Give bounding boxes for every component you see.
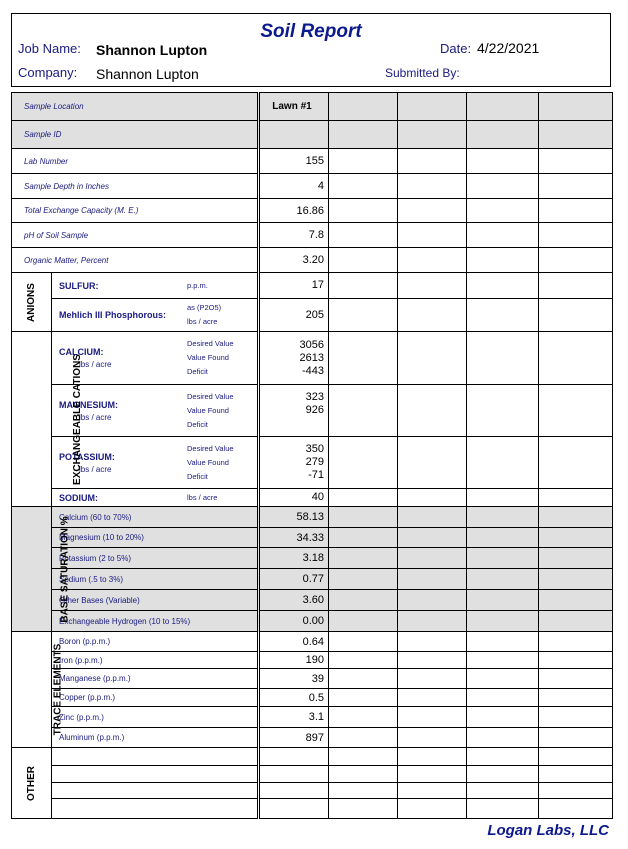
measure-label: Desired Value xyxy=(187,339,234,348)
nutrient-measure-labels xyxy=(187,390,234,432)
table-row xyxy=(12,728,613,748)
empty-sample-cell xyxy=(398,507,467,528)
nutrient-name-text: SULFUR: xyxy=(59,280,99,291)
empty-sample-cell xyxy=(539,548,613,569)
empty-sample-cell xyxy=(539,199,613,223)
row-label: Other Bases (Variable) xyxy=(52,590,259,611)
empty-sample-cell xyxy=(398,299,467,332)
empty-sample-cell xyxy=(467,548,539,569)
row-value xyxy=(259,299,329,332)
measure-label: Value Found xyxy=(187,405,229,415)
empty-sample-cell xyxy=(329,783,398,799)
empty-sample-cell xyxy=(329,669,398,689)
empty-sample-cell xyxy=(467,632,539,652)
row-label xyxy=(52,799,259,819)
empty-sample-cell xyxy=(398,766,467,783)
row-label xyxy=(52,299,259,332)
row-value: 7.8 xyxy=(259,223,329,248)
row-value: 16.86 xyxy=(259,199,329,223)
table-row xyxy=(12,590,613,611)
row-label: Manganese (p.p.m.) xyxy=(52,669,259,689)
empty-sample-cell xyxy=(329,748,398,766)
table-row xyxy=(12,437,613,489)
empty-sample-cell xyxy=(467,121,539,149)
empty-sample-cell xyxy=(329,707,398,728)
empty-sample-cell xyxy=(398,385,467,437)
table-row xyxy=(12,93,613,121)
soil-report-table xyxy=(11,92,613,819)
empty-sample-cell xyxy=(467,199,539,223)
row-label: Sample ID xyxy=(12,121,259,149)
row-value: 34.33 xyxy=(259,528,329,548)
nutrient-measure-labels xyxy=(187,491,217,505)
value-line: 40 xyxy=(311,491,324,503)
row-label: Magnesium (10 to 20%) xyxy=(52,528,259,548)
row-value: 0.00 xyxy=(259,611,329,632)
empty-sample-cell xyxy=(329,652,398,669)
empty-sample-cell xyxy=(467,707,539,728)
empty-sample-cell xyxy=(539,799,613,819)
empty-sample-cell xyxy=(398,174,467,199)
value-lines xyxy=(260,391,324,430)
empty-sample-cell xyxy=(539,783,613,799)
empty-sample-cell xyxy=(539,437,613,489)
row-value xyxy=(259,385,329,437)
table-row xyxy=(12,766,613,783)
row-value xyxy=(259,489,329,507)
empty-sample-cell xyxy=(329,149,398,174)
nutrient-units: lbs / acre xyxy=(79,360,112,369)
empty-sample-cell xyxy=(398,652,467,669)
nutrient-name-text: SODIUM: xyxy=(59,492,98,503)
row-label: Calcium (60 to 70%) xyxy=(52,507,259,528)
table-row xyxy=(12,273,613,299)
nutrient-units: lbs / acre xyxy=(79,412,112,422)
nutrient-name-text: CALCIUM: xyxy=(59,347,104,357)
empty-sample-cell xyxy=(467,783,539,799)
table-row xyxy=(12,528,613,548)
table-row xyxy=(12,121,613,149)
row-label: Copper (p.p.m.) xyxy=(52,689,259,707)
table-row xyxy=(12,385,613,437)
empty-sample-cell xyxy=(467,652,539,669)
empty-sample-cell xyxy=(329,590,398,611)
nutrient-measure-labels xyxy=(187,442,234,484)
empty-sample-cell xyxy=(398,121,467,149)
row-value: 3.20 xyxy=(259,248,329,273)
row-label: Iron (p.p.m.) xyxy=(52,652,259,669)
section-title-base-saturation- xyxy=(12,507,71,632)
nutrient-label xyxy=(52,301,257,329)
empty-sample-cell xyxy=(539,689,613,707)
empty-sample-cell xyxy=(539,248,613,273)
empty-sample-cell xyxy=(539,273,613,299)
empty-sample-cell xyxy=(329,489,398,507)
section-title-text: EXCHANGEABLE CATIONS xyxy=(71,353,83,485)
empty-sample-cell xyxy=(467,611,539,632)
empty-sample-cell xyxy=(398,689,467,707)
empty-sample-cell xyxy=(398,590,467,611)
job-name-label: Job Name: xyxy=(18,41,81,56)
row-label: Sample Location xyxy=(12,93,259,121)
value-line: 323 xyxy=(305,391,324,403)
empty-sample-cell xyxy=(329,121,398,149)
empty-sample-cell xyxy=(398,569,467,590)
row-value: 0.77 xyxy=(259,569,329,590)
table-row xyxy=(12,783,613,799)
value-line: 205 xyxy=(305,308,324,321)
table-row xyxy=(12,548,613,569)
row-label: Organic Matter, Percent xyxy=(12,248,259,273)
empty-sample-cell xyxy=(329,299,398,332)
empty-sample-cell xyxy=(467,273,539,299)
empty-sample-cell xyxy=(329,223,398,248)
empty-sample-cell xyxy=(539,223,613,248)
empty-sample-cell xyxy=(329,174,398,199)
table-row xyxy=(12,149,613,174)
empty-sample-cell xyxy=(539,528,613,548)
value-line: -443 xyxy=(301,364,324,377)
empty-sample-cell xyxy=(329,437,398,489)
empty-sample-cell xyxy=(329,528,398,548)
empty-sample-cell xyxy=(467,149,539,174)
row-label xyxy=(52,748,259,766)
empty-sample-cell xyxy=(398,783,467,799)
empty-sample-cell xyxy=(398,728,467,748)
row-label: Total Exchange Capacity (M. E.) xyxy=(12,199,259,223)
empty-sample-cell xyxy=(398,332,467,385)
row-value: 3.1 xyxy=(259,707,329,728)
measure-label: Deficit xyxy=(187,471,208,481)
table-row xyxy=(12,748,613,766)
empty-sample-cell xyxy=(398,437,467,489)
row-label: Potassium (2 to 5%) xyxy=(52,548,259,569)
row-value xyxy=(259,121,329,149)
table-row xyxy=(12,632,613,652)
empty-sample-cell xyxy=(467,728,539,748)
row-label xyxy=(52,783,259,799)
date-value: 4/22/2021 xyxy=(477,40,540,56)
row-value xyxy=(259,332,329,385)
nutrient-name xyxy=(52,493,187,503)
measure-label: Deficit xyxy=(187,419,208,429)
section-title-trace-elements xyxy=(12,632,64,748)
row-value: 0.64 xyxy=(259,632,329,652)
row-value xyxy=(259,748,329,766)
table-row xyxy=(12,223,613,248)
empty-sample-cell xyxy=(398,748,467,766)
empty-sample-cell xyxy=(467,569,539,590)
nutrient-measure-labels xyxy=(187,301,221,329)
measure-label: lbs / acre xyxy=(187,492,218,502)
row-value: 3.60 xyxy=(259,590,329,611)
row-value: 0.5 xyxy=(259,689,329,707)
empty-sample-cell xyxy=(398,669,467,689)
measure-label: lbs / acre xyxy=(187,317,218,326)
table-row xyxy=(12,174,613,199)
empty-sample-cell xyxy=(329,273,398,299)
row-label: Sample Depth in Inches xyxy=(12,174,259,199)
table-row xyxy=(12,707,613,728)
empty-sample-cell xyxy=(467,507,539,528)
empty-sample-cell xyxy=(329,385,398,437)
value-line: 926 xyxy=(305,404,324,416)
report-title: Soil Report xyxy=(260,21,362,42)
nutrient-name-text: Mehlich III Phosphorous: xyxy=(59,310,167,320)
nutrient-measure-labels xyxy=(187,279,208,293)
empty-sample-cell xyxy=(329,248,398,273)
empty-sample-cell xyxy=(398,707,467,728)
empty-sample-cell xyxy=(398,489,467,507)
empty-sample-cell xyxy=(329,93,398,121)
empty-sample-cell xyxy=(539,766,613,783)
empty-sample-cell xyxy=(539,385,613,437)
empty-sample-cell xyxy=(329,199,398,223)
value-line xyxy=(260,417,324,430)
empty-sample-cell xyxy=(467,748,539,766)
empty-sample-cell xyxy=(398,632,467,652)
row-label xyxy=(52,766,259,783)
table-row xyxy=(12,332,613,385)
submitted-by-label: Submitted By: xyxy=(385,66,460,80)
empty-sample-cell xyxy=(398,528,467,548)
section-title-text: BASE SATURATION % xyxy=(59,515,71,623)
measure-label: Desired Value xyxy=(187,443,234,453)
empty-sample-cell xyxy=(539,748,613,766)
row-value xyxy=(259,437,329,489)
row-value: 190 xyxy=(259,652,329,669)
empty-sample-cell xyxy=(539,121,613,149)
nutrient-label xyxy=(52,491,257,505)
value-line: 2613 xyxy=(299,351,324,364)
row-label: Lab Number xyxy=(12,149,259,174)
row-label: pH of Soil Sample xyxy=(12,223,259,248)
empty-sample-cell xyxy=(329,799,398,819)
empty-sample-cell xyxy=(539,611,613,632)
value-line: 279 xyxy=(305,456,324,468)
lab-name: Logan Labs, LLC xyxy=(487,822,609,839)
row-value xyxy=(259,799,329,819)
empty-sample-cell xyxy=(467,590,539,611)
row-value: 39 xyxy=(259,669,329,689)
row-label: Exchangeable Hydrogen (10 to 15%) xyxy=(52,611,259,632)
value-line: 350 xyxy=(305,443,324,455)
section-title-text: OTHER xyxy=(26,765,37,801)
empty-sample-cell xyxy=(329,728,398,748)
table-row xyxy=(12,689,613,707)
empty-sample-cell xyxy=(329,569,398,590)
row-value xyxy=(259,273,329,299)
job-name-value: Shannon Lupton xyxy=(96,42,208,58)
report-header xyxy=(11,13,611,87)
row-value: 3.18 xyxy=(259,548,329,569)
nutrient-name-text: MAGNESIUM: xyxy=(59,399,118,410)
value-line: 17 xyxy=(311,279,324,291)
nutrient-name xyxy=(52,281,187,291)
company-label: Company: xyxy=(18,65,78,80)
date-label: Date: xyxy=(440,41,472,56)
value-lines xyxy=(260,443,324,482)
value-lines xyxy=(260,309,324,322)
empty-sample-cell xyxy=(329,632,398,652)
company-value: Shannon Lupton xyxy=(96,66,199,82)
empty-sample-cell xyxy=(467,174,539,199)
empty-sample-cell xyxy=(539,489,613,507)
empty-sample-cell xyxy=(467,248,539,273)
empty-sample-cell xyxy=(539,174,613,199)
empty-sample-cell xyxy=(539,149,613,174)
empty-sample-cell xyxy=(539,332,613,385)
row-value: 897 xyxy=(259,728,329,748)
empty-sample-cell xyxy=(398,149,467,174)
row-value: 155 xyxy=(259,149,329,174)
section-title-other xyxy=(12,748,52,819)
empty-sample-cell xyxy=(539,707,613,728)
empty-sample-cell xyxy=(398,199,467,223)
empty-sample-cell xyxy=(539,728,613,748)
empty-sample-cell xyxy=(539,93,613,121)
measure-label: as (P2O5) xyxy=(187,303,222,312)
nutrient-units: lbs / acre xyxy=(79,464,112,474)
empty-sample-cell xyxy=(539,632,613,652)
empty-sample-cell xyxy=(467,799,539,819)
empty-sample-cell xyxy=(539,569,613,590)
empty-sample-cell xyxy=(398,548,467,569)
value-line: 3056 xyxy=(299,338,324,351)
row-label: Zinc (p.p.m.) xyxy=(52,707,259,728)
empty-sample-cell xyxy=(398,93,467,121)
table-row xyxy=(12,611,613,632)
row-label: Aluminum (p.p.m.) xyxy=(52,728,259,748)
empty-sample-cell xyxy=(467,437,539,489)
empty-sample-cell xyxy=(539,299,613,332)
empty-sample-cell xyxy=(329,689,398,707)
empty-sample-cell xyxy=(467,332,539,385)
empty-sample-cell xyxy=(467,689,539,707)
empty-sample-cell xyxy=(329,507,398,528)
row-value: 58.13 xyxy=(259,507,329,528)
row-value xyxy=(259,783,329,799)
empty-sample-cell xyxy=(539,652,613,669)
measure-label: Value Found xyxy=(187,457,229,467)
row-value: Lawn #1 xyxy=(259,93,329,121)
empty-sample-cell xyxy=(398,248,467,273)
empty-sample-cell xyxy=(467,385,539,437)
row-label xyxy=(52,273,259,299)
empty-sample-cell xyxy=(329,332,398,385)
table-row xyxy=(12,569,613,590)
nutrient-measure-labels xyxy=(187,337,234,379)
empty-sample-cell xyxy=(539,507,613,528)
table-row xyxy=(12,489,613,507)
empty-sample-cell xyxy=(467,93,539,121)
table-row xyxy=(12,669,613,689)
value-lines xyxy=(260,491,324,504)
value-line: -71 xyxy=(308,469,324,481)
row-value: 4 xyxy=(259,174,329,199)
section-title-anions xyxy=(12,273,52,332)
table-row xyxy=(12,652,613,669)
measure-label: Value Found xyxy=(187,353,229,362)
table-row xyxy=(12,248,613,273)
section-title-text: TRACE ELEMENTS xyxy=(52,643,64,736)
empty-sample-cell xyxy=(539,669,613,689)
nutrient-name-text: POTASSIUM: xyxy=(59,451,115,462)
empty-sample-cell xyxy=(329,766,398,783)
row-label: Boron (p.p.m.) xyxy=(52,632,259,652)
empty-sample-cell xyxy=(467,669,539,689)
value-lines xyxy=(260,279,324,292)
empty-sample-cell xyxy=(467,766,539,783)
empty-sample-cell xyxy=(398,799,467,819)
nutrient-name xyxy=(52,310,187,320)
table-row xyxy=(12,299,613,332)
empty-sample-cell xyxy=(398,223,467,248)
empty-sample-cell xyxy=(467,223,539,248)
value-lines xyxy=(260,339,324,378)
empty-sample-cell xyxy=(329,548,398,569)
section-title-text: ANIONS xyxy=(26,282,37,322)
measure-label: p.p.m. xyxy=(187,280,208,290)
table-row xyxy=(12,507,613,528)
empty-sample-cell xyxy=(398,273,467,299)
empty-sample-cell xyxy=(467,528,539,548)
measure-label: Deficit xyxy=(187,367,208,376)
empty-sample-cell xyxy=(329,611,398,632)
table-row xyxy=(12,799,613,819)
row-label xyxy=(52,489,259,507)
empty-sample-cell xyxy=(467,299,539,332)
row-label: Sodium (.5 to 3%) xyxy=(52,569,259,590)
empty-sample-cell xyxy=(467,489,539,507)
measure-label: Desired Value xyxy=(187,391,234,401)
empty-sample-cell xyxy=(398,611,467,632)
table-row xyxy=(12,199,613,223)
nutrient-label xyxy=(52,279,257,293)
empty-sample-cell xyxy=(539,590,613,611)
row-value xyxy=(259,766,329,783)
